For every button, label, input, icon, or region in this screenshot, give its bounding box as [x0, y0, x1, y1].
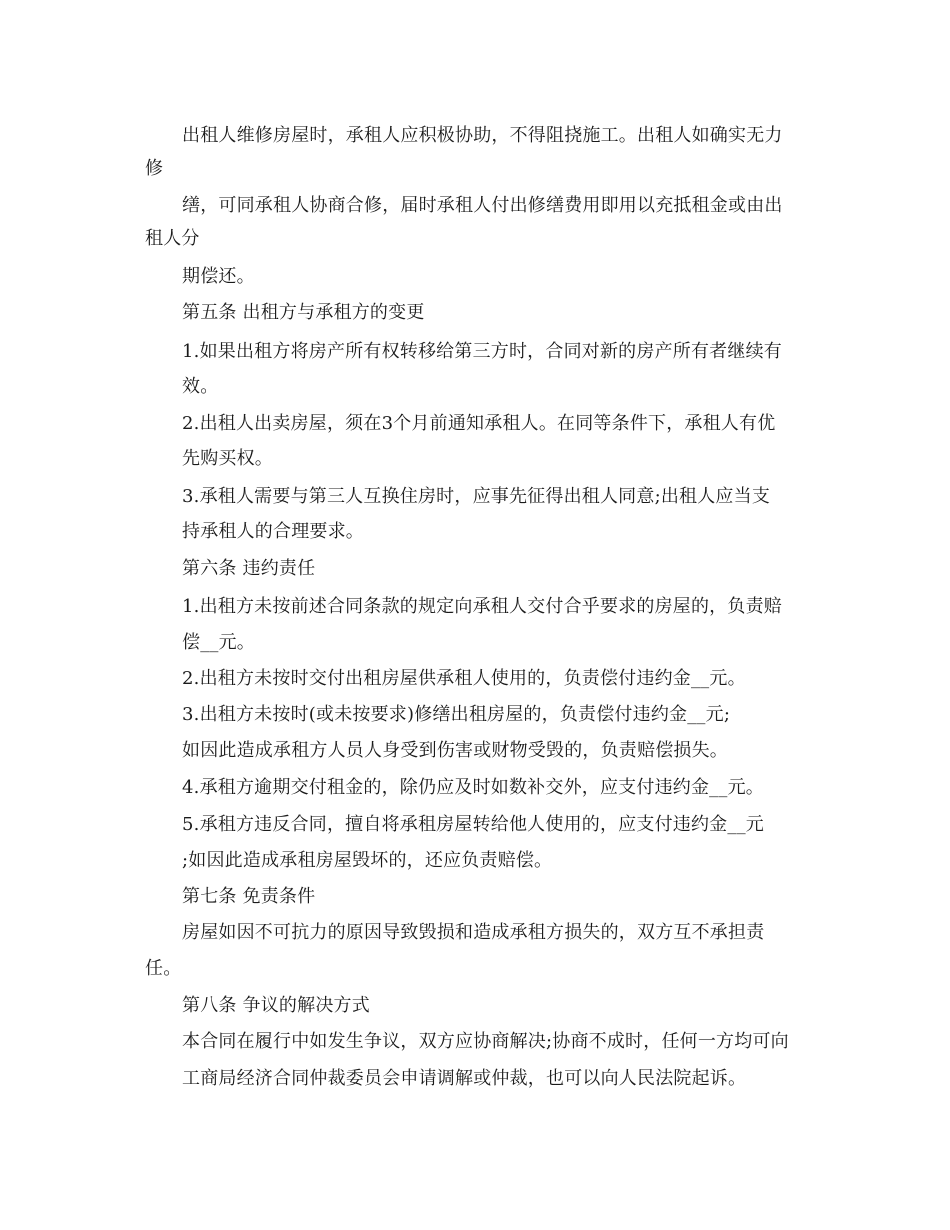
text-line: 先购买权。	[182, 448, 273, 469]
section-heading: 第六条 违约责任	[182, 558, 316, 579]
text-line: 2.出租方未按时交付出租房屋供承租人使用的，负责偿付违约金__元。	[182, 668, 746, 689]
text-line: 持承租人的合理要求。	[182, 521, 364, 542]
text-line: 出租人维修房屋时，承租人应积极协助，不得阻挠施工。出租人如确实无力	[182, 125, 783, 146]
text-line: 1.如果出租方将房产所有权转移给第三方时，合同对新的房产所有者继续有	[182, 341, 782, 362]
text-line: 4.承租方逾期交付租金的，除仍应及时如数补交外，应支付违约金__元。	[182, 777, 764, 798]
section-heading: 第五条 出租方与承租方的变更	[182, 302, 425, 323]
section-heading: 第七条 免责条件	[182, 886, 316, 907]
text-line: 2.出租人出卖房屋，须在3个月前通知承租人。在同等条件下，承租人有优	[182, 413, 776, 434]
text-line: 缮，可同承租人协商合修，届时承租人付出修缮费用即用以充抵租金或由出	[182, 195, 783, 216]
text-line: 任。	[145, 958, 182, 979]
text-line: 3.承租人需要与第三人互换住房时，应事先征得出租人同意;出租人应当支	[182, 486, 771, 507]
section-heading: 第八条 争议的解决方式	[182, 995, 370, 1016]
text-line: 本合同在履行中如发生争议，双方应协商解决;协商不成时，任何一方均可向	[182, 1031, 789, 1052]
text-line: 租人分	[145, 228, 200, 249]
text-line: 5.承租方违反合同，擅自将承租房屋转给他人使用的，应支付违约金__元	[182, 814, 764, 835]
text-line: ;如因此造成承租房屋毁坏的，还应负责赔偿。	[182, 850, 553, 871]
text-line: 3.出租方未按时(或未按要求)修缮出租房屋的，负责偿付违约金__元;	[182, 704, 731, 725]
text-line: 期偿还。	[182, 266, 255, 287]
text-line: 工商局经济合同仲裁委员会申请调解或仲裁，也可以向人民法院起诉。	[182, 1068, 747, 1089]
text-line: 如因此造成承租方人员人身受到伤害或财物受毁的，负责赔偿损失。	[182, 740, 728, 761]
text-line: 偿__元。	[182, 632, 255, 653]
text-line: 1.出租方未按前述合同条款的规定向承租人交付合乎要求的房屋的，负责赔	[182, 596, 782, 617]
text-line: 效。	[182, 376, 219, 397]
text-line: 房屋如因不可抗力的原因导致毁损和造成承租方损失的，双方互不承担责	[182, 922, 765, 943]
text-line: 修	[145, 158, 164, 179]
